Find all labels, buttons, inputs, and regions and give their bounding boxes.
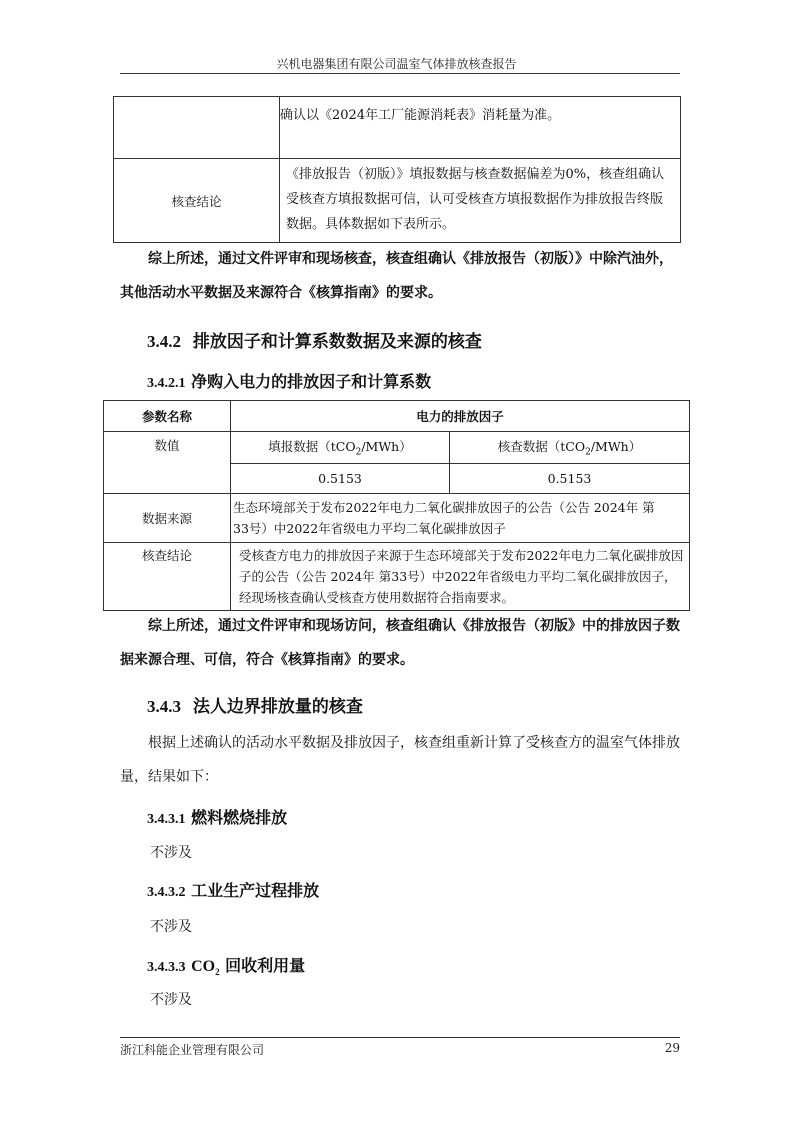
section-heading-3-4-2-1 [147,369,431,392]
body-paragraph: 根据上述确认的活动水平数据及排放因子，核查组重新计算了受核查方的温室气体排放量，结果如下： [120,735,680,785]
section-heading-3-4-3-3 [147,953,305,977]
verified-label-pre: 核查数据（tCO [497,439,586,455]
summary-paragraph-2: 综上所述，通过文件评审和现场访问，核查组确认《排放报告（初版》中的排放因子数据来源合理、可信，符合《核算指南》的要求。 [120,618,680,668]
section-title: 排放因子和计算系数数据及来源的核查 [192,332,482,352]
table1-conclusion-label: 核查结论 [114,159,280,243]
page-header: 兴机电器集团有限公司温室气体排放核查报告 [276,57,517,71]
footer-rule [120,1037,680,1038]
param-name-header: 参数名称 [104,401,231,432]
section-title: 净购入电力的排放因子和计算系数 [191,372,432,391]
conclusion-text: 受核查方电力的排放因子来源于生态环境部关于发布2022年电力二氧化碳排放因子的公告（公告 2024年 第33号）中2022年省级电力平均二氧化碳排放因子，经现场核查确认受核查方使用数据符合指南要求。 [231,543,690,611]
section-number: 3.4.2.1 [147,376,186,391]
page-number: 29 [664,1041,680,1055]
value-label: 数值 [104,432,231,494]
reported-value: 0.5153 [231,464,450,494]
reported-label-post: /MWh） [361,439,412,455]
section-title: 法人边界排放量的核查 [192,697,363,717]
section-title: 燃料燃烧排放 [191,808,288,827]
section-number: 3.4.2 [147,332,181,351]
section-content: 不涉及 [150,992,192,1008]
table1-row1-text: 确认以《2024年工厂能源消耗表》消耗量为准。 [280,97,681,159]
co2-label [191,958,220,978]
reported-label-pre: 填报数据（tCO [268,439,356,455]
section-content: 不涉及 [150,919,192,935]
section-title: 回收利用量 [225,956,306,975]
section-heading-3-4-3-2 [147,878,319,901]
section-heading-3-4-2 [147,327,482,352]
summary-paragraph-1: 综上所述，通过文件评审和现场核查，核查组确认《排放报告（初版）》中除汽油外，其他活动水平数据及来源符合《核算指南》的要求。 [120,251,673,301]
header-rule [120,73,680,74]
section-title: 工业生产过程排放 [191,881,320,900]
table1-label-cell [114,97,280,159]
reported-data-header [231,432,450,464]
section-number: 3.4.3.3 [147,960,186,975]
emission-factor-table [103,400,690,611]
verified-label-post: /MWh） [590,439,642,455]
data-source-text: 生态环境部关于发布2022年电力二氧化碳排放因子的公告（公告 2024年 第33号）中2022年省级电力平均二氧化碳排放因子 [231,494,690,543]
section-content: 不涉及 [150,845,192,861]
section-heading-3-4-3 [147,692,363,717]
activity-data-table [113,96,681,243]
factor-header: 电力的排放因子 [231,401,690,432]
co2-subscript: 2 [355,447,362,458]
section-number: 3.4.3 [147,697,181,716]
data-source-label: 数据来源 [104,494,231,543]
verified-value: 0.5153 [450,464,690,494]
verified-data-header [450,432,690,464]
co2-subscript: 2 [215,967,220,978]
footer-company: 浙江科能企业管理有限公司 [120,1043,265,1057]
table1-conclusion-text: 《排放报告（初版）》填报数据与核查数据偏差为0%，核查组确认受核查方填报数据可信，认可受核查方填报数据作为排放报告终版数据。具体数据如下表所示。 [280,159,681,243]
co2-text: CO [191,958,216,975]
co2-subscript: 2 [585,447,591,458]
section-number: 3.4.3.2 [147,885,186,900]
section-heading-3-4-3-1 [147,805,287,828]
conclusion-label: 核查结论 [104,543,231,611]
section-number: 3.4.3.1 [147,812,186,827]
